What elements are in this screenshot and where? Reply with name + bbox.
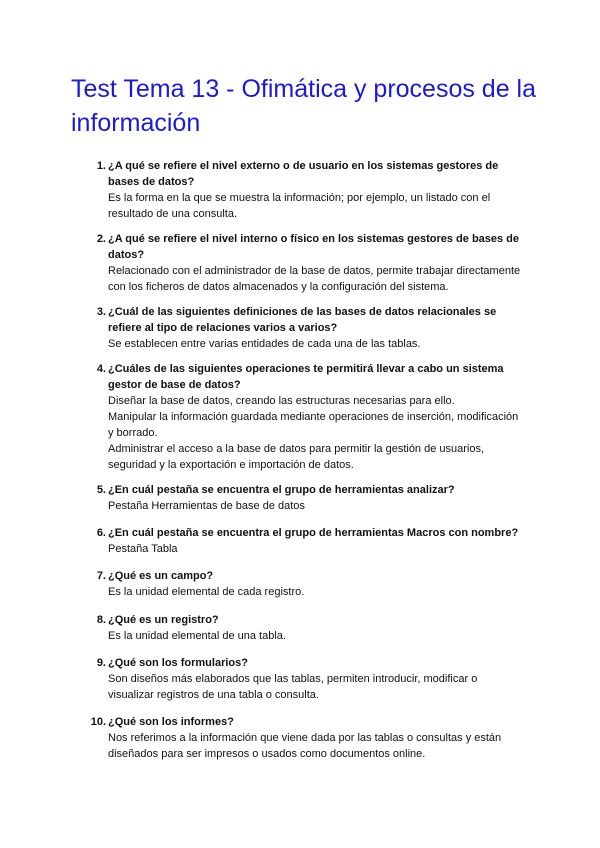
question-text: ¿Qué son los informes? xyxy=(108,716,234,728)
question-text: ¿Cuáles de las siguientes operaciones te permitirá llevar a cabo un sistema gestor de base de datos? xyxy=(108,363,504,391)
question-text: ¿A qué se refiere el nivel externo o de usuario en los sistemas gestores de bases de datos? xyxy=(108,160,499,188)
answer-text xyxy=(108,541,528,557)
question-number: 2. xyxy=(96,233,106,245)
question-number: 8. xyxy=(96,614,106,626)
answer-line: Nos referimos a la información que viene dada por las tablas o consultas y están xyxy=(108,732,502,744)
answer-text xyxy=(108,730,528,762)
question-number: 7. xyxy=(96,570,106,582)
answer-text xyxy=(108,190,528,222)
answer-line: Pestaña Herramientas de base de datos xyxy=(108,500,305,512)
answer-text xyxy=(108,393,528,473)
answer-line: Son diseños más elaborados que las tablas, permiten introducir, modificar o xyxy=(108,673,478,685)
question-number: 10. xyxy=(90,716,106,728)
question-number: 6. xyxy=(96,527,106,539)
answer-line: Es la unidad elemental de cada registro. xyxy=(108,586,305,598)
question-number: 4. xyxy=(96,363,106,375)
question-text: ¿En cuál pestaña se encuentra el grupo de herramientas analizar? xyxy=(108,484,455,496)
answer-text xyxy=(108,336,528,352)
answer-text xyxy=(108,628,528,644)
answer-text xyxy=(108,263,528,295)
question-number: 3. xyxy=(96,306,106,318)
answer-line: Relacionado con el administrador de la base de datos, permite trabajar directamente xyxy=(108,265,521,277)
question-number: 5. xyxy=(96,484,106,496)
answer-line: seguridad y la exportación e importación de datos. xyxy=(108,459,354,471)
answer-line: Es la unidad elemental de una tabla. xyxy=(108,630,286,642)
answer-text xyxy=(108,671,528,703)
question-text: ¿En cuál pestaña se encuentra el grupo de herramientas Macros con nombre? xyxy=(108,527,519,539)
page-title: Test Tema 13 - Ofimática y procesos de la información xyxy=(71,75,537,137)
question-text: ¿Qué es un campo? xyxy=(108,570,214,582)
answer-line: Es la forma en la que se muestra la información; por ejemplo, un listado con el xyxy=(108,192,491,204)
answer-text xyxy=(108,584,528,600)
question-text: ¿Qué son los formularios? xyxy=(108,657,248,669)
question-number: 9. xyxy=(96,657,106,669)
question-text: ¿A qué se refiere el nivel interno o físico en los sistemas gestores de bases de datos? xyxy=(108,233,520,261)
question-text: ¿Qué es un registro? xyxy=(108,614,219,626)
question-number: 1. xyxy=(96,160,106,172)
answer-line: y borrado. xyxy=(108,427,158,439)
answer-line: con los ficheros de datos almacenados y la configuración del sistema. xyxy=(108,281,449,293)
answer-line: Manipular la información guardada mediante operaciones de inserción, modificación xyxy=(108,411,519,423)
answer-line: resultado de una consulta. xyxy=(108,208,238,220)
answer-line: Pestaña Tabla xyxy=(108,543,178,555)
question-text: ¿Cuál de las siguientes definiciones de las bases de datos relacionales se refiere al tipo de relaciones varios a varios? xyxy=(108,306,497,334)
answer-line: diseñados para ser impresos o usados como documentos online. xyxy=(108,748,426,760)
answer-line: visualizar registros de una tabla o consulta. xyxy=(108,689,319,701)
answer-line: Administrar el acceso a la base de datos para permitir la gestión de usuarios, xyxy=(108,443,485,455)
answer-line: Se establecen entre varias entidades de cada una de las tablas. xyxy=(108,338,421,350)
answer-text xyxy=(108,498,528,514)
answer-line: Diseñar la base de datos, creando las estructuras necesarias para ello. xyxy=(108,395,455,407)
